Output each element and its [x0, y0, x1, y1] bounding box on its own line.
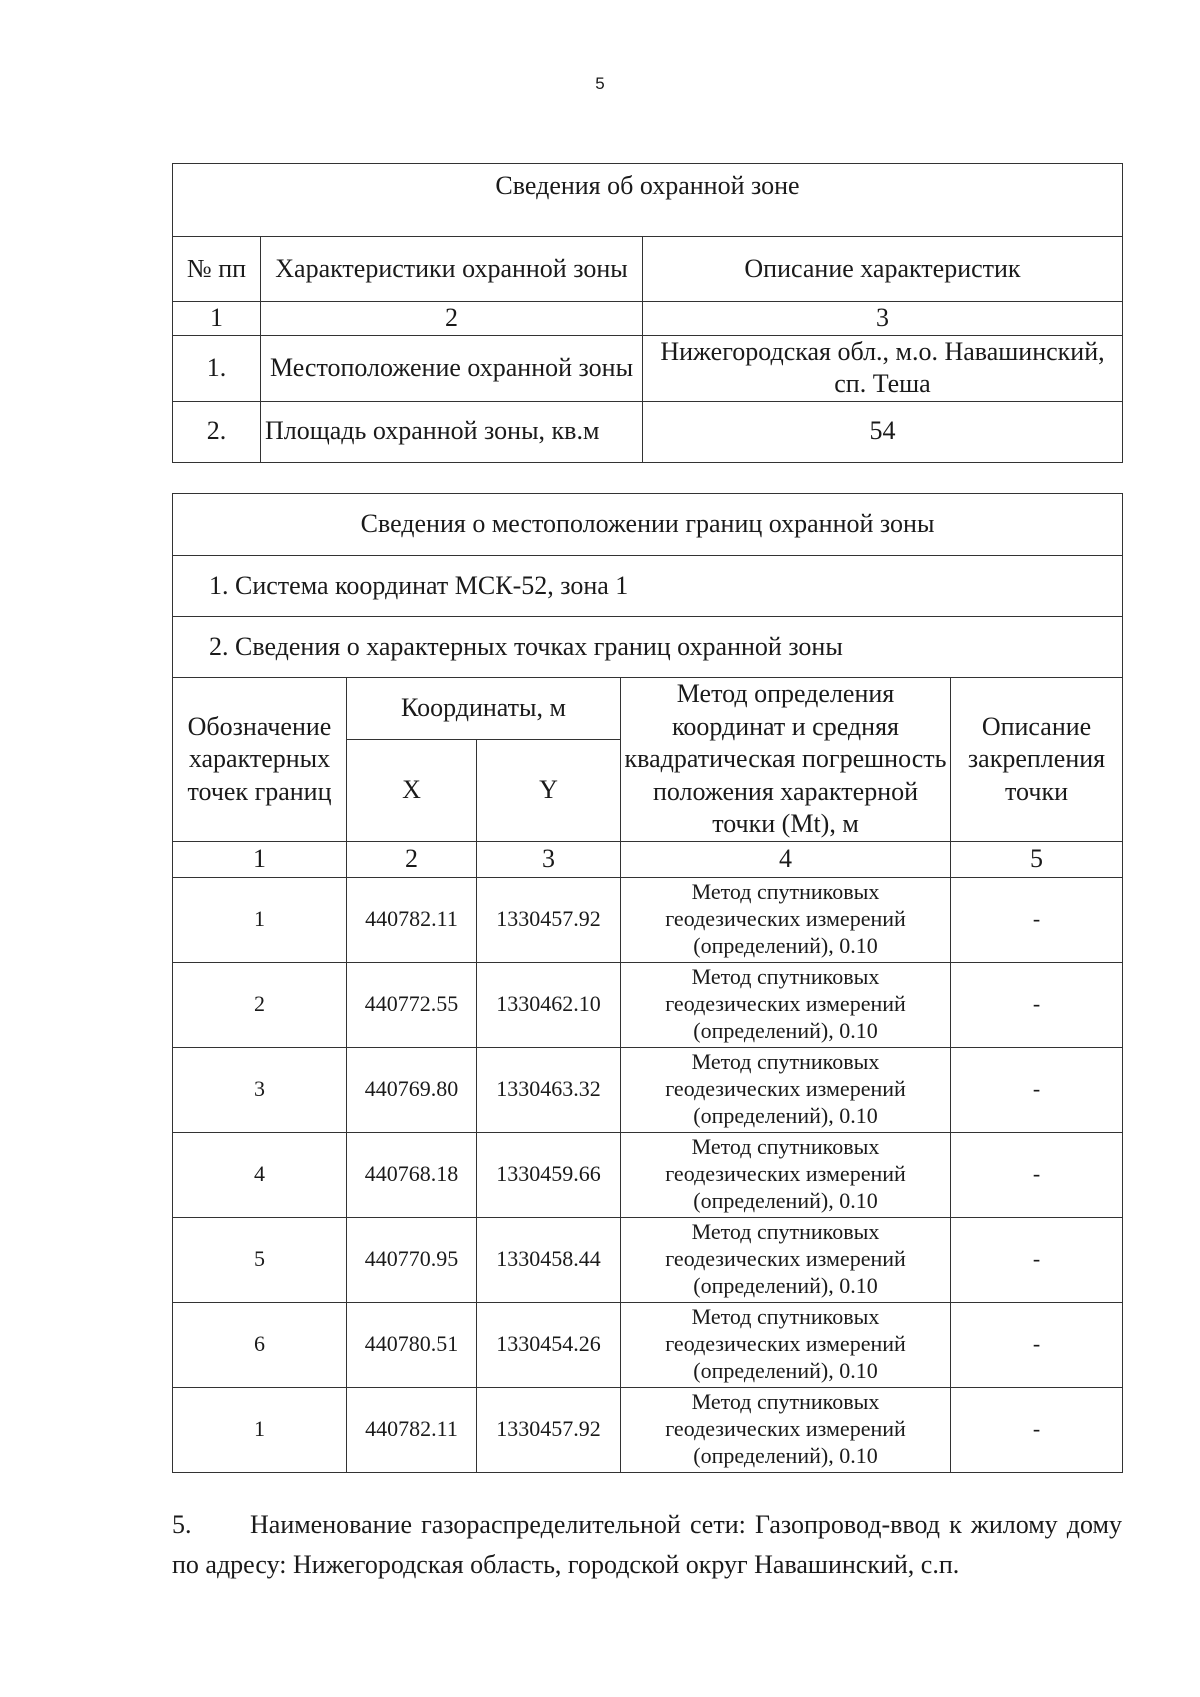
- header-characteristic: Характеристики охранной зоны: [261, 237, 643, 302]
- point-method: Метод спутниковых геодезических измерений (определений), 0.10: [621, 1387, 951, 1472]
- column-number: 1: [173, 302, 261, 336]
- row-number: 1.: [173, 335, 261, 401]
- point-method: Метод спутниковых геодезических измерений (определений), 0.10: [621, 1132, 951, 1217]
- point-x: 440768.18: [347, 1132, 477, 1217]
- point-fixing: -: [951, 1387, 1123, 1472]
- points-info-line: 2. Сведения о характерных точках границ охранной зоны: [173, 617, 1123, 678]
- table-row: [173, 335, 1123, 401]
- point-y: 1330458.44: [477, 1217, 621, 1302]
- column-number: 3: [643, 302, 1123, 336]
- table-row: [173, 1302, 1123, 1387]
- row-number: 2.: [173, 401, 261, 462]
- point-fixing: -: [951, 962, 1123, 1047]
- column-number: 4: [621, 841, 951, 877]
- boundary-table: [172, 493, 1123, 1473]
- point-id: 6: [173, 1302, 347, 1387]
- point-fixing: -: [951, 877, 1123, 962]
- point-y: 1330454.26: [477, 1302, 621, 1387]
- section-paragraph: [172, 1505, 1122, 1585]
- point-id: 1: [173, 1387, 347, 1472]
- row-characteristic: Местоположение охранной зоны: [261, 335, 643, 401]
- point-x: 440772.55: [347, 962, 477, 1047]
- point-x: 440769.80: [347, 1047, 477, 1132]
- header-x: X: [347, 739, 477, 841]
- row-value: Нижегородская обл., м.о. Навашинский, сп. Теша: [643, 335, 1123, 401]
- table-row: [173, 1047, 1123, 1132]
- table-row: [173, 1132, 1123, 1217]
- point-id: 4: [173, 1132, 347, 1217]
- point-fixing: -: [951, 1132, 1123, 1217]
- point-method: Метод спутниковых геодезических измерений (определений), 0.10: [621, 877, 951, 962]
- point-method: Метод спутниковых геодезических измерений (определений), 0.10: [621, 962, 951, 1047]
- column-number: 1: [173, 841, 347, 877]
- point-y: 1330459.66: [477, 1132, 621, 1217]
- point-method: Метод спутниковых геодезических измерений (определений), 0.10: [621, 1217, 951, 1302]
- page-number: 5: [595, 74, 605, 93]
- table-row: [173, 1217, 1123, 1302]
- row-characteristic: Площадь охранной зоны, кв.м: [261, 401, 643, 462]
- point-fixing: -: [951, 1047, 1123, 1132]
- point-id: 1: [173, 877, 347, 962]
- point-method: Метод спутниковых геодезических измерений (определений), 0.10: [621, 1302, 951, 1387]
- header-method: Метод определения координат и средняя квадратическая погрешность положения характерной точки (Mt), м: [621, 678, 951, 842]
- point-x: 440782.11: [347, 1387, 477, 1472]
- coordinate-system-line: 1. Система координат МСК-52, зона 1: [173, 556, 1123, 617]
- column-number: 3: [477, 841, 621, 877]
- column-number: 2: [261, 302, 643, 336]
- point-id: 5: [173, 1217, 347, 1302]
- zone-info-title: Сведения об охранной зоне: [173, 164, 1123, 237]
- zone-info-table: [172, 163, 1123, 463]
- table-row: [173, 962, 1123, 1047]
- point-y: 1330457.92: [477, 877, 621, 962]
- header-description: Описание характеристик: [643, 237, 1123, 302]
- point-id: 2: [173, 962, 347, 1047]
- point-fixing: -: [951, 1217, 1123, 1302]
- paragraph-text: Наименование газораспределительной сети: Газопровод-ввод к жилому дому по адресу: Нижегородская область, городской округ Навашинский, с.п.: [172, 1510, 1122, 1579]
- paragraph-number: 5.: [172, 1510, 192, 1539]
- header-number: № пп: [173, 237, 261, 302]
- point-fixing: -: [951, 1302, 1123, 1387]
- point-x: 440770.95: [347, 1217, 477, 1302]
- point-y: 1330463.32: [477, 1047, 621, 1132]
- boundary-title: Сведения о местоположении границ охранной зоны: [173, 494, 1123, 556]
- point-method: Метод спутниковых геодезических измерений (определений), 0.10: [621, 1047, 951, 1132]
- header-coordinates: Координаты, м: [347, 678, 621, 740]
- table-row: [173, 401, 1123, 462]
- point-x: 440782.11: [347, 877, 477, 962]
- row-value: 54: [643, 401, 1123, 462]
- header-point: Обозначение характерных точек границ: [173, 678, 347, 842]
- point-y: 1330457.92: [477, 1387, 621, 1472]
- column-number: 2: [347, 841, 477, 877]
- header-fixing: Описание закрепления точки: [951, 678, 1123, 842]
- column-number: 5: [951, 841, 1123, 877]
- table-row: [173, 1387, 1123, 1472]
- point-x: 440780.51: [347, 1302, 477, 1387]
- point-y: 1330462.10: [477, 962, 621, 1047]
- point-id: 3: [173, 1047, 347, 1132]
- table-row: [173, 877, 1123, 962]
- header-y: Y: [477, 739, 621, 841]
